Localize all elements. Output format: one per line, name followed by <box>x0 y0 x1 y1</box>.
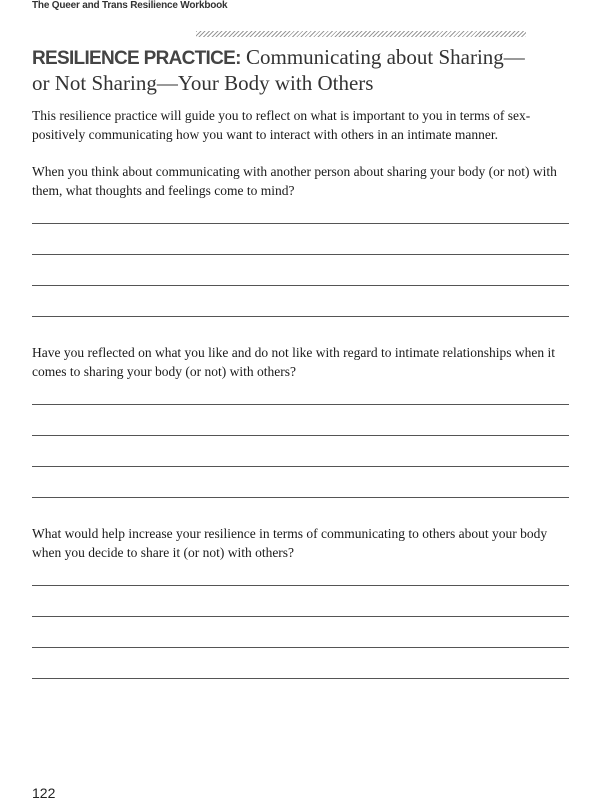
page-number: 122 <box>32 785 56 801</box>
title-label: RESILIENCE PRACTICE: <box>32 48 241 69</box>
title-line-2: or Not Sharing—Your Body with Others <box>32 71 374 95</box>
answer-line[interactable] <box>32 223 569 224</box>
intro-paragraph: This resilience practice will guide you to reflect on what is important to you in terms of sex-positively communicating how you want to interact with others in an intimate manner. <box>32 108 531 142</box>
answer-line[interactable] <box>32 285 569 286</box>
answer-line[interactable] <box>32 254 569 255</box>
title-line-1: Communicating about Sharing— <box>246 45 525 69</box>
answer-line[interactable] <box>32 647 569 648</box>
answer-line[interactable] <box>32 678 569 679</box>
decorative-hatch-bar <box>196 31 526 37</box>
answer-line[interactable] <box>32 316 569 317</box>
question-1: When you think about communicating with another person about sharing your body (or not) with them, what thoughts and feelings come to mind? <box>32 164 557 198</box>
page-title <box>32 45 572 96</box>
answer-line[interactable] <box>32 616 569 617</box>
answer-line[interactable] <box>32 466 569 467</box>
answer-line[interactable] <box>32 497 569 498</box>
question-2: Have you reflected on what you like and do not like with regard to intimate relationships when it comes to sharing your body (or not) with others? <box>32 345 555 379</box>
answer-line[interactable] <box>32 404 569 405</box>
answer-line[interactable] <box>32 585 569 586</box>
running-header: The Queer and Trans Resilience Workbook <box>32 0 228 11</box>
question-3: What would help increase your resilience in terms of communicating to others about your body when you decide to share it (or not) with others? <box>32 526 548 560</box>
answer-line[interactable] <box>32 435 569 436</box>
